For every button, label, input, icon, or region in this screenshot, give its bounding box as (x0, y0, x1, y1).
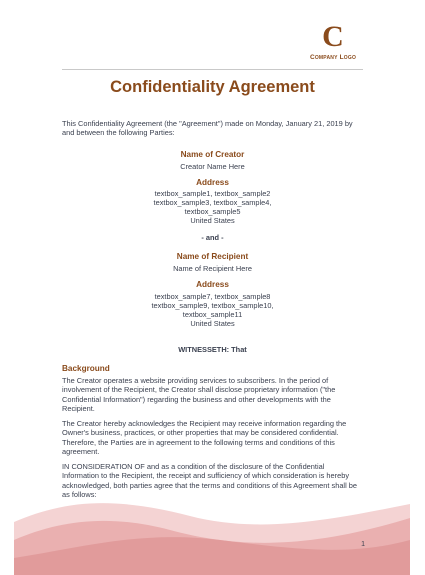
logo-text: Company Logo (309, 54, 357, 61)
recipient-address-line: United States (190, 319, 235, 328)
creator-address-line: textbox_sample1, textbox_sample2 (154, 189, 271, 198)
creator-address-line: textbox_sample5 (184, 207, 241, 216)
creator-address-heading: Address (196, 178, 229, 187)
company-logo (303, 22, 363, 61)
recipient-heading: Name of Recipient (176, 252, 249, 261)
header-divider (62, 69, 363, 70)
page-number: 1 (361, 541, 365, 548)
witnesseth-line: WITNESSETH: That (178, 345, 247, 354)
recipient-address-line: textbox_sample7, textbox_sample8 (154, 292, 271, 301)
recipient-address-line: textbox_sample11 (182, 310, 243, 319)
creator-address-line: United States (190, 216, 235, 225)
logo-mark: C (322, 20, 344, 53)
creator-address-line: textbox_sample3, textbox_sample4, (153, 198, 272, 207)
background-paragraph: The Creator hereby acknowledges the Recipient may receive information regarding the Owner's business, practices, or other properties that may be considered confidential. Therefore, the Parties are in agreement to the following terms and conditions of this agreement. (62, 419, 347, 457)
recipient-address-heading: Address (196, 280, 229, 289)
creator-heading: Name of Creator (180, 150, 245, 159)
intro-paragraph: This Confidentiality Agreement (the "Agreement") made on Monday, January 21, 2019 by and between the following Parties: (62, 119, 353, 138)
and-separator: - and - (201, 233, 224, 242)
recipient-address-line: textbox_sample9, textbox_sample10, (151, 301, 274, 310)
background-paragraph: IN CONSIDERATION OF and as a condition of the disclosure of the Confidential Information to the Recipient, the receipt and sufficiency of which consideration is hereby acknowledged, both parties agree that the terms and conditions of this Agreement shall be as follows: (62, 462, 357, 500)
background-paragraph: The Creator operates a website providing services to subscribers. In the period of involvement of the Recipient, the Creator shall disclose proprietary information ("the Confidential Information") regarding the business and other developments with the Recipient. (62, 376, 336, 414)
recipient-name: Name of Recipient Here (173, 264, 252, 273)
background-heading: Background (62, 364, 110, 373)
document-title: Confidentiality Agreement (110, 78, 315, 96)
decorative-waves (0, 500, 425, 575)
creator-name: Creator Name Here (180, 162, 245, 171)
